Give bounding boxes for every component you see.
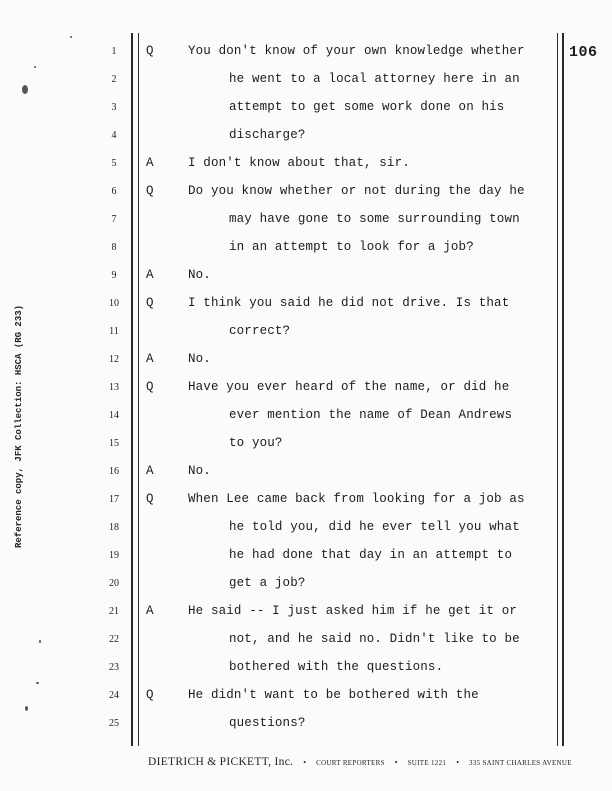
transcript-line-text: I don't know about that, sir. (188, 156, 410, 170)
speaker-label: Q (146, 492, 154, 506)
transcript-line-text: No. (188, 464, 211, 478)
transcript-line-text: attempt to get some work done on his (229, 100, 505, 114)
line-number: 19 (109, 550, 119, 561)
scan-speck (25, 706, 28, 711)
transcript-line-text: to you? (229, 436, 283, 450)
transcript-line-text: bothered with the questions. (229, 660, 444, 674)
transcript-line-text: get a job? (229, 576, 306, 590)
transcript-line-text: he went to a local attorney here in an (229, 72, 520, 86)
line-number: 14 (109, 410, 119, 421)
scan-speck (34, 66, 36, 68)
speaker-label: A (146, 156, 154, 170)
line-number: 9 (111, 270, 117, 281)
scan-speck (36, 682, 39, 684)
footer-firm: DIETRICH & PICKETT, Inc. (148, 756, 294, 768)
transcript-line-text: Do you know whether or not during the day he (188, 184, 525, 198)
line-number: 11 (109, 326, 119, 337)
line-number: 21 (109, 606, 119, 617)
line-number: 20 (109, 578, 119, 589)
speaker-label: A (146, 352, 154, 366)
line-number: 15 (109, 438, 119, 449)
speaker-label: Q (146, 296, 154, 310)
line-number: 22 (109, 634, 119, 645)
line-number: 17 (109, 494, 119, 505)
transcript-line-text: questions? (229, 716, 306, 730)
reference-stamp: Reference copy, JFK Collection: HSCA (RG 233) (14, 304, 24, 548)
transcript-line-text: Have you ever heard of the name, or did he (188, 380, 510, 394)
transcript-line-text: He said -- I just asked him if he get it or (188, 604, 518, 618)
transcript-line-text: You don't know of your own knowledge whether (188, 44, 525, 58)
transcript-line-text: ever mention the name of Dean Andrews (229, 408, 513, 422)
footer (148, 752, 572, 770)
scan-speck (70, 36, 72, 38)
scan-speck (39, 640, 41, 643)
page-number: 106 (569, 44, 598, 61)
transcript-line-text: in an attempt to look for a job? (229, 240, 474, 254)
line-number: 12 (109, 354, 119, 365)
footer-court-reporters: COURT REPORTERS (316, 759, 385, 767)
transcript-line-text: He didn't want to be bothered with the (188, 688, 479, 702)
line-number: 1 (111, 46, 117, 57)
line-number: 16 (109, 466, 119, 477)
line-number: 13 (109, 382, 119, 393)
footer-address: 335 SAINT CHARLES AVENUE (469, 759, 572, 767)
transcript-line-text: may have gone to some surrounding town (229, 212, 520, 226)
transcript-line-text: not, and he said no. Didn't like to be (229, 632, 520, 646)
line-number: 6 (111, 186, 117, 197)
line-number: 10 (109, 298, 119, 309)
footer-separator: • (456, 758, 460, 767)
line-number: 3 (111, 102, 117, 113)
transcript-line-text: No. (188, 268, 211, 282)
transcript-line-text: I think you said he did not drive. Is that (188, 296, 510, 310)
transcript-line-text: he had done that day in an attempt to (229, 548, 513, 562)
transcript-line-text: When Lee came back from looking for a job as (188, 492, 525, 506)
speaker-label: Q (146, 688, 154, 702)
line-number: 4 (111, 130, 117, 141)
speaker-label: Q (146, 380, 154, 394)
transcript-line-text: discharge? (229, 128, 306, 142)
scan-speck (22, 85, 28, 94)
line-number: 18 (109, 522, 119, 533)
speaker-label: A (146, 268, 154, 282)
speaker-label: A (146, 604, 154, 618)
footer-suite: SUITE 1221 (407, 759, 447, 767)
line-number: 7 (111, 214, 117, 225)
transcript-line-text: No. (188, 352, 211, 366)
footer-separator: • (303, 758, 307, 767)
speaker-label: A (146, 464, 154, 478)
line-number: 25 (109, 718, 119, 729)
line-number: 23 (109, 662, 119, 673)
line-number: 8 (111, 242, 117, 253)
transcript-line-text: he told you, did he ever tell you what (229, 520, 520, 534)
line-number: 24 (109, 690, 119, 701)
footer-separator: • (394, 758, 398, 767)
speaker-label: Q (146, 184, 154, 198)
speaker-label: Q (146, 44, 154, 58)
line-number: 5 (111, 158, 117, 169)
transcript-line-text: correct? (229, 324, 291, 338)
line-number: 2 (111, 74, 117, 85)
